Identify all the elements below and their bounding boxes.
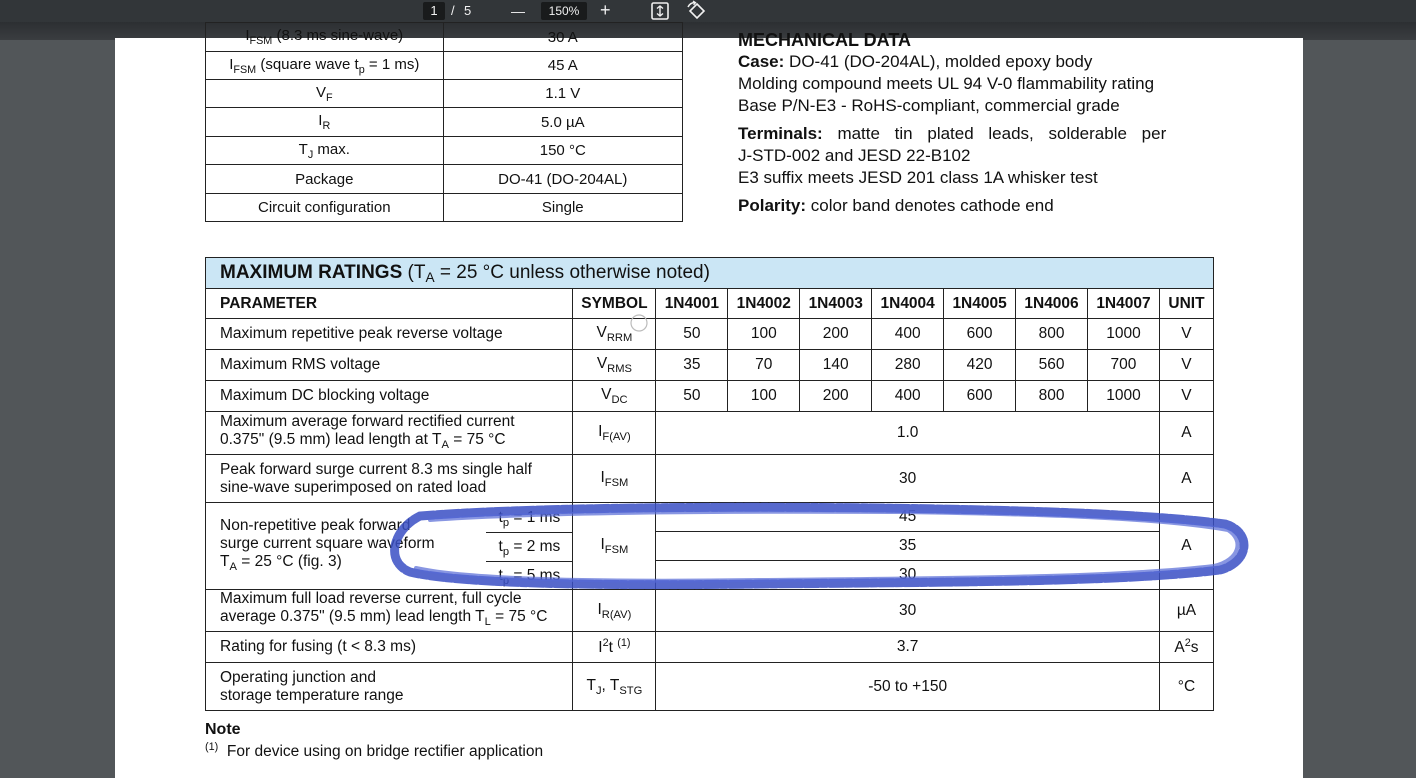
spec-param: $I_R$	[206, 108, 444, 137]
cell-unit: A	[1159, 412, 1213, 455]
cell-value: 140	[800, 350, 872, 381]
fit-page-icon[interactable]	[650, 1, 670, 21]
header-1n4005: 1N4005	[944, 289, 1016, 319]
cell-value-group	[656, 503, 1160, 590]
page-separator: /	[451, 3, 455, 18]
table-row	[206, 590, 1214, 632]
row-parameter: Peak forward surge current 8.3 ms single half sine-wave superimposed on rated load	[206, 455, 573, 503]
row-parameter: Maximum average forward rectified current 0.375" (9.5 mm) lead length at $T_A = 75$ °C	[206, 412, 573, 455]
spec-value: Single	[443, 194, 682, 222]
cell-value: 30	[656, 455, 1160, 503]
mechanical-data-section	[738, 29, 1214, 223]
header-1n4001: 1N4001	[656, 289, 728, 319]
row-symbol: $I_{R(AV)}$	[573, 590, 656, 632]
header-1n4006: 1N4006	[1016, 289, 1088, 319]
row-parameter: Operating junction and storage temperature range	[206, 663, 573, 711]
spec-value: 150 °C	[443, 137, 682, 165]
row-symbol: $V_{RRM}$	[573, 319, 656, 350]
ratings-title-row	[206, 258, 1214, 289]
tp-2ms: $t_p = 2$ ms	[486, 533, 572, 562]
table-row	[206, 80, 683, 108]
spec-value: 5.0 µA	[443, 108, 682, 137]
header-1n4004: 1N4004	[872, 289, 944, 319]
cell-value: 800	[1016, 381, 1088, 412]
cell-value: 1000	[1088, 381, 1160, 412]
row-parameter: Maximum DC blocking voltage	[206, 381, 573, 412]
table-row	[206, 108, 683, 137]
header-1n4007: 1N4007	[1088, 289, 1160, 319]
table-row	[206, 137, 683, 165]
cell-value: 35	[656, 532, 1159, 561]
mech-terminals: Terminals: matte tin plated leads, solderable per	[738, 124, 1167, 143]
zoom-in-button[interactable]: +	[600, 0, 611, 20]
spec-param: $V_F$	[206, 80, 444, 108]
row-parameter: Maximum RMS voltage	[206, 350, 573, 381]
cell-value: 800	[1016, 319, 1088, 350]
cell-value: 700	[1088, 350, 1160, 381]
spec-param: $I_{FSM}$ (8.3 ms sine-wave)	[206, 23, 444, 52]
maximum-ratings-table	[205, 257, 1214, 711]
mechanical-heading: MECHANICAL DATA	[738, 30, 911, 50]
cell-value: 600	[944, 319, 1016, 350]
cell-value: 3.7	[656, 632, 1160, 663]
cell-value: 30	[656, 590, 1160, 632]
header-1n4003: 1N4003	[800, 289, 872, 319]
header-symbol: SYMBOL	[573, 289, 656, 319]
mech-polarity: Polarity: color band denotes cathode end	[738, 196, 1054, 215]
header-parameter: PARAMETER	[206, 289, 573, 319]
row-symbol: $V_{DC}$	[573, 381, 656, 412]
page-current: 1	[430, 3, 438, 18]
header-1n4002: 1N4002	[728, 289, 800, 319]
table-row	[206, 23, 683, 52]
cell-unit: A	[1159, 455, 1213, 503]
table-row	[206, 412, 1214, 455]
table-row	[206, 165, 683, 194]
spec-value: DO-41 (DO-204AL)	[443, 165, 682, 194]
cell-unit: V	[1159, 381, 1213, 412]
cell-value: 100	[728, 319, 800, 350]
table-row	[206, 632, 1214, 663]
table-row	[206, 455, 1214, 503]
row-symbol: $I_{F(AV)}$	[573, 412, 656, 455]
row-parameter: Non-repetitive peak forward surge current square waveform $T_A = 25$ °C (fig. 3) $t_p = 1$ ms $t_p = 2$ ms $t_p = 5$ ms	[206, 503, 573, 590]
cell-value: 400	[872, 319, 944, 350]
zoom-level-input[interactable]: 150%	[541, 2, 587, 20]
pdf-toolbar	[0, 0, 1416, 22]
pdf-page	[115, 27, 1303, 778]
mech-molding: Molding compound meets UL 94 V-0 flammability rating	[738, 74, 1155, 93]
cell-unit: $A^2s$	[1159, 632, 1213, 663]
spec-param: $T_J$ max.	[206, 137, 444, 165]
cell-value: 1000	[1088, 319, 1160, 350]
note-text: $^{(1)}$ For device using on bridge rectifier application	[205, 741, 544, 760]
quick-specs-table	[205, 22, 683, 222]
cell-value: 560	[1016, 350, 1088, 381]
cell-value: 70	[728, 350, 800, 381]
spec-param: Circuit configuration	[206, 194, 444, 222]
cursor-ring-icon	[629, 313, 649, 333]
ratings-header-row	[206, 289, 1214, 319]
row-parameter: Maximum full load reverse current, full cycle average 0.375" (9.5 mm) lead length $T_L = 75$ °C	[206, 590, 573, 632]
page-number-input[interactable]	[423, 2, 445, 20]
row-symbol: $I_{FSM}$	[573, 503, 656, 590]
mech-base: Base P/N-E3 - RoHS-compliant, commercial grade	[738, 96, 1120, 115]
zoom-out-button[interactable]: —	[511, 3, 525, 19]
cell-value: 30	[899, 566, 917, 583]
cell-value: 200	[800, 381, 872, 412]
row-symbol: $I^2t$ $^{(1)}$	[573, 632, 656, 663]
spec-value: 45 A	[443, 52, 682, 80]
header-unit: UNIT	[1159, 289, 1213, 319]
table-row	[206, 381, 1214, 412]
cell-value: 100	[728, 381, 800, 412]
row-parameter: Rating for fusing (t < 8.3 ms)	[206, 632, 573, 663]
table-row	[206, 663, 1214, 711]
cell-value: 280	[872, 350, 944, 381]
cell-value: 35	[656, 350, 728, 381]
cell-value: 1.0	[656, 412, 1160, 455]
cell-value: 400	[872, 381, 944, 412]
row-symbol: $I_{FSM}$	[573, 455, 656, 503]
cell-unit: A	[1159, 503, 1213, 590]
table-row	[206, 503, 1214, 590]
spec-param: $I_{FSM}$ (square wave $t_p = 1$ ms)	[206, 52, 444, 80]
row-parameter: Maximum repetitive peak reverse voltage	[206, 319, 573, 350]
spec-param: Package	[206, 165, 444, 194]
cell-unit: V	[1159, 319, 1213, 350]
ratings-title: MAXIMUM RATINGS ($T_A = 25$ °C unless otherwise noted)	[206, 258, 1214, 289]
mech-case: Case: DO-41 (DO-204AL), molded epoxy body	[738, 52, 1093, 71]
table-row	[206, 319, 1214, 350]
cell-unit: µA	[1159, 590, 1213, 632]
tp-1ms: $t_p = 1$ ms	[486, 504, 572, 533]
table-row	[206, 52, 683, 80]
note-heading: Note	[205, 721, 241, 738]
tp-5ms: $t_p = 5$ ms	[498, 566, 561, 587]
cell-value: 50	[656, 381, 728, 412]
cell-value: 600	[944, 381, 1016, 412]
page-total: 5	[464, 3, 472, 18]
table-row	[206, 350, 1214, 381]
cell-value: 45	[656, 503, 1159, 532]
rotate-icon[interactable]	[686, 1, 708, 21]
cell-value: 420	[944, 350, 1016, 381]
row-symbol: $V_{RMS}$	[573, 350, 656, 381]
mech-whisker: E3 suffix meets JESD 201 class 1A whisker test	[738, 168, 1098, 187]
cell-value: 50	[656, 319, 728, 350]
cell-unit: V	[1159, 350, 1213, 381]
cell-value: -50 to +150	[656, 663, 1160, 711]
mech-terminals-standard: J-STD-002 and JESD 22-B102	[738, 146, 971, 165]
table-row	[206, 194, 683, 222]
spec-value: 30 A	[443, 23, 682, 52]
cell-value: 200	[800, 319, 872, 350]
spec-value: 1.1 V	[443, 80, 682, 108]
row-symbol: $T_J$, $T_{STG}$	[573, 663, 656, 711]
cell-unit: °C	[1159, 663, 1213, 711]
